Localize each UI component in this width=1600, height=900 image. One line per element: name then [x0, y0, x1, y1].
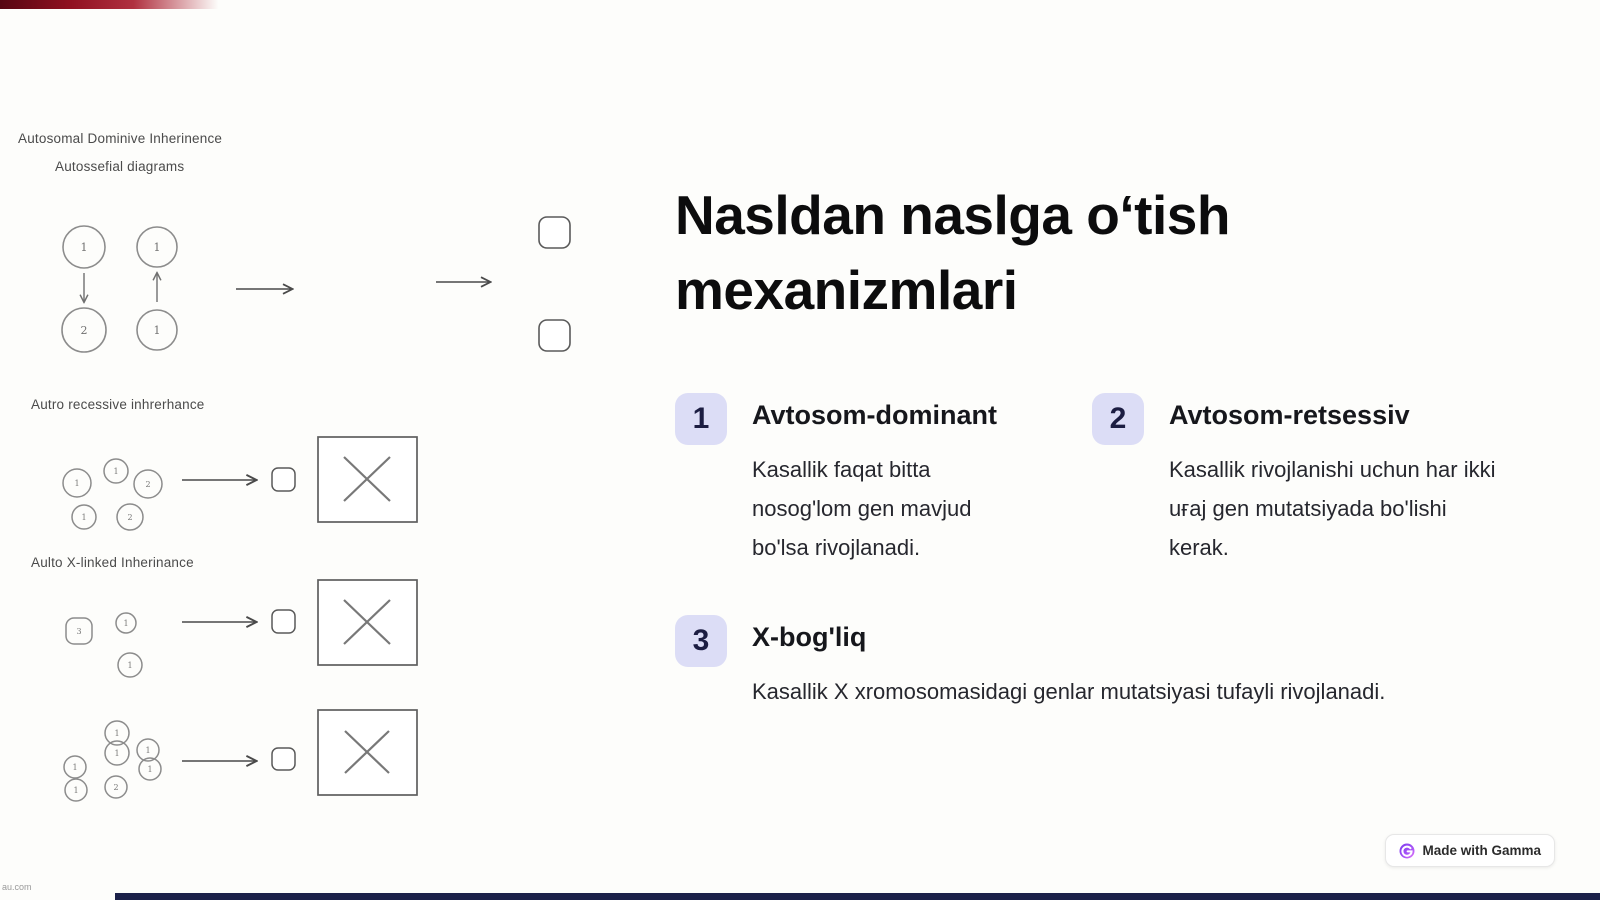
node-label: 1: [147, 765, 153, 774]
node-label: 1: [74, 479, 80, 488]
section-number-badge: 2: [1092, 393, 1144, 445]
node-label: 2: [145, 480, 151, 489]
node-label: 1: [72, 763, 78, 772]
pedigree-recessive: [63, 437, 417, 530]
pedigree-dominant: [62, 217, 570, 352]
result-box: [272, 748, 295, 770]
node-label: 3: [76, 627, 82, 636]
node-label: 1: [127, 661, 133, 670]
top-red-accent-bar: [0, 0, 230, 9]
section-body: Kasallik rivojlanishi uchun har ikki uғaj gen mutatsiyada bo'lishi kerak.: [1169, 457, 1496, 560]
node-label: 2: [127, 513, 133, 522]
result-box: [539, 320, 570, 351]
node-label: 2: [113, 783, 119, 792]
node-label: 1: [114, 729, 120, 738]
section-avtosom-dominant: [675, 393, 1095, 568]
node-label: 1: [73, 786, 79, 795]
node-label: 1: [153, 324, 161, 337]
section-heading: Avtosom-dominant: [752, 400, 997, 430]
result-box: [272, 468, 295, 491]
node-label: 1: [123, 619, 129, 628]
result-box: [539, 217, 570, 248]
section-x-bogliq: [675, 615, 1535, 712]
pedigree-xlinked-a: [66, 580, 417, 677]
node-label: 1: [114, 749, 120, 758]
diagram-caption-xlinked: Aulto X-linked Inherinance: [31, 555, 194, 570]
inheritance-diagrams-illustration: [0, 120, 600, 820]
section-heading: X-bog'liq: [752, 622, 867, 652]
pedigree-xlinked-b: [64, 710, 417, 801]
section-number-badge: 1: [675, 393, 727, 445]
section-number-badge: 3: [675, 615, 727, 667]
gamma-badge-label: Made with Gamma: [1422, 843, 1541, 858]
section-body: Kasallik faqat bitta nosog'lom gen mavjud bo'lsa rivojlanadi.: [752, 457, 972, 560]
section-heading: Avtosom-retsessiv: [1169, 400, 1410, 430]
node-label: 1: [145, 746, 151, 755]
page-title: Nasldan naslga o‘tish mexanizmlari: [675, 184, 1230, 322]
bottom-navy-bar: [115, 893, 1600, 900]
made-with-gamma-badge[interactable]: [1385, 834, 1555, 867]
result-box: [272, 610, 295, 633]
diagram-caption-recessive: Autro recessive inhrerhance: [31, 397, 205, 412]
node-label: 2: [80, 324, 88, 337]
section-avtosom-retsessiv: [1092, 393, 1572, 568]
diagram-caption-subtitle: Autossefial diagrams: [55, 159, 185, 174]
watermark-text: au.com: [2, 882, 32, 892]
diagram-caption-dominant: Autosomal Dominive Inherinence: [18, 131, 223, 146]
node-label: 1: [81, 513, 87, 522]
section-body: Kasallik X xromosomasidagi genlar mutatsiyasi tufayli rivojlanadi.: [752, 679, 1386, 705]
node-label: 1: [113, 467, 119, 476]
node-label: 1: [153, 241, 161, 254]
gamma-logo-icon: [1399, 843, 1415, 859]
node-label: 1: [80, 241, 88, 254]
